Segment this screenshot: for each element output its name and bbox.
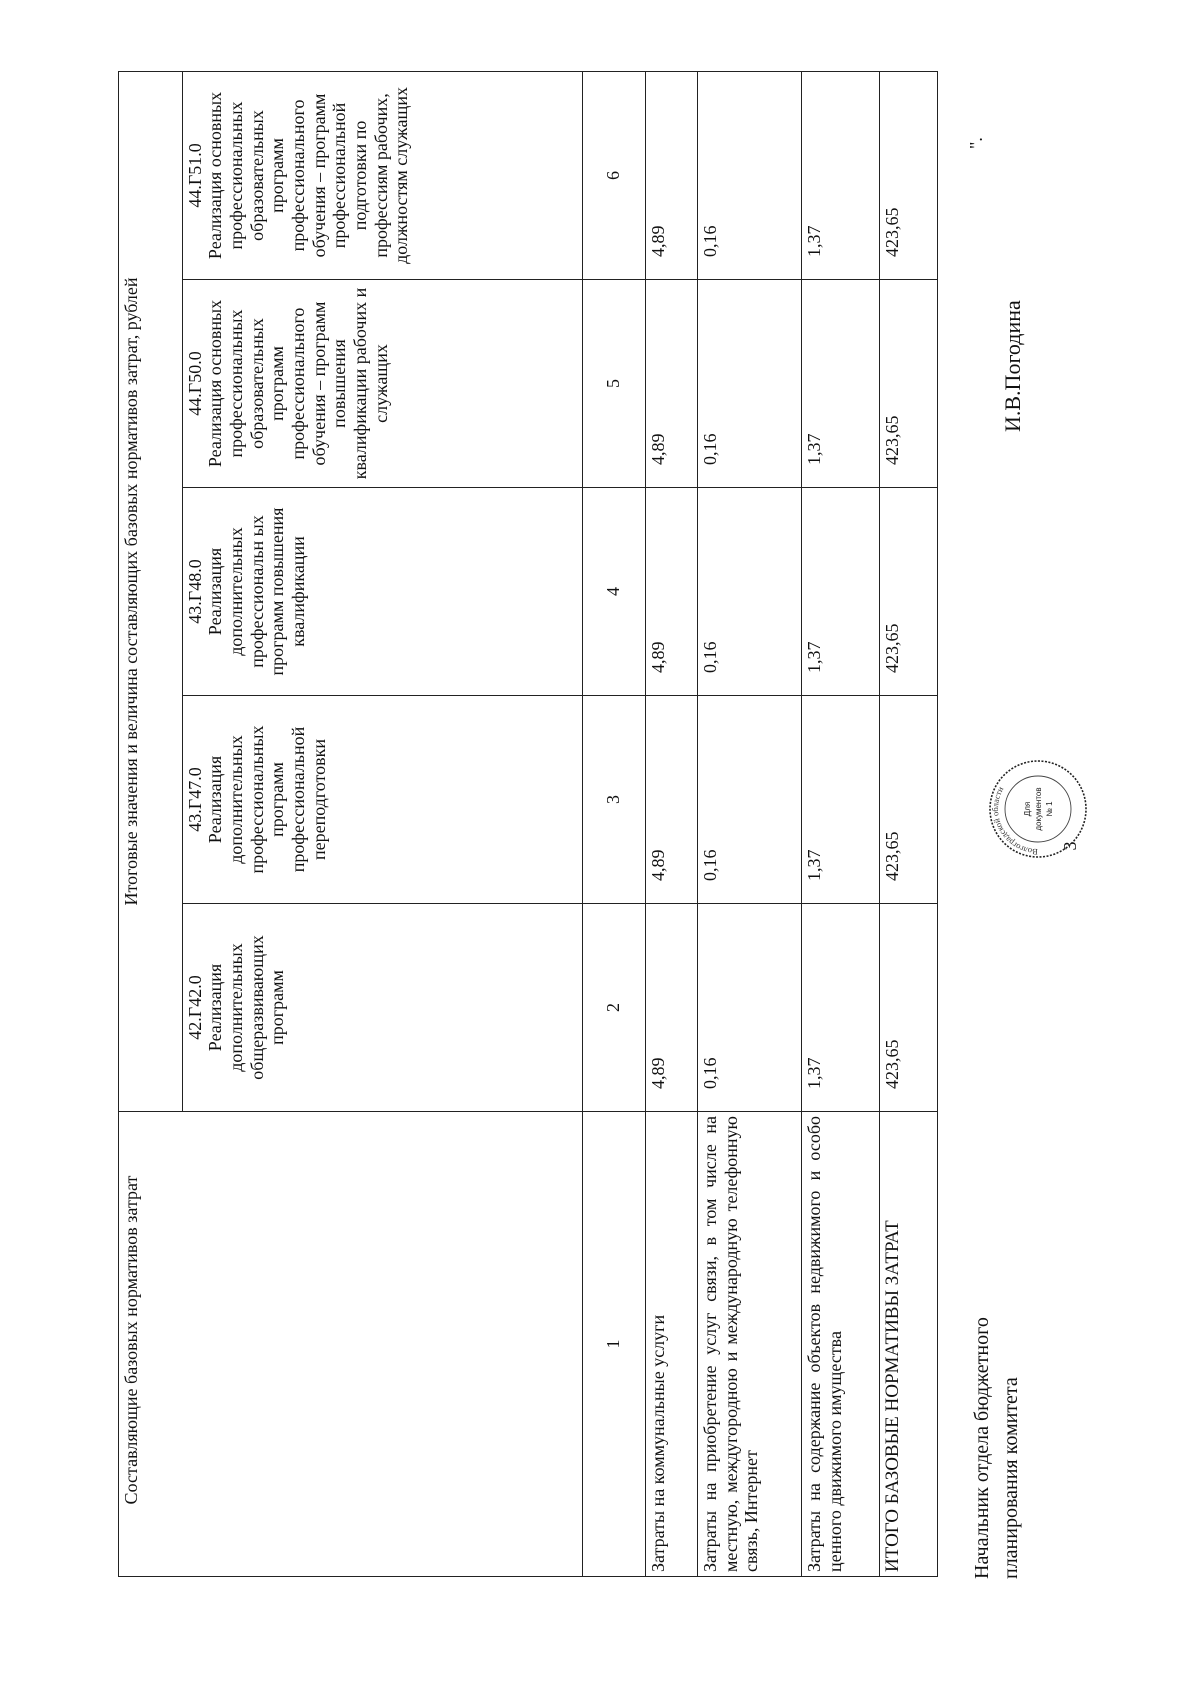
cell-value: 423,65 (880, 488, 938, 696)
table-row (646, 71, 698, 1576)
column-number: 3 (582, 696, 646, 904)
cell-value: 4,89 (646, 280, 698, 488)
cell-value: 423,65 (880, 71, 938, 279)
seal-outer-text: Волгоградской области (989, 784, 1039, 858)
header-values-group: Итоговые значения и величина составляющих базовых нормативов затрат, рублей (119, 71, 183, 1111)
row-label: Затраты на коммунальные услуги (646, 1112, 698, 1577)
official-seal (988, 759, 1088, 859)
cell-value: 423,65 (880, 280, 938, 488)
table-row (698, 71, 802, 1576)
table-row (802, 71, 880, 1576)
cell-value: 0,16 (698, 71, 802, 279)
page-number: 3 (1060, 841, 1080, 851)
signature-title-line: Начальник отдела бюджетного (971, 1317, 993, 1579)
column-header-4 (182, 280, 582, 488)
column-title: Реализация основных профессиональных образовательных программ профессионального обучения – программ повышения квалификации рабочих и служащих (205, 287, 391, 480)
column-code: 43.Г48.0 (184, 559, 205, 624)
cell-value: 1,37 (802, 696, 880, 904)
row-label: Затраты на содержание объектов недвижимого и особо ценного движимого имущества (802, 1112, 880, 1577)
column-header-5 (182, 71, 582, 279)
cell-value: 4,89 (646, 696, 698, 904)
closing-quote-mark: ". (966, 137, 986, 149)
column-header-3 (182, 488, 582, 696)
cost-norms-table (118, 71, 938, 1577)
column-header-1 (182, 904, 582, 1112)
column-code: 44.Г51.0 (184, 143, 205, 208)
table-row-total (880, 71, 938, 1576)
row-label: Затраты на приобретение услуг связи, в том числе на местную, междугородною и международную телефонную связь, Интернет (698, 1112, 802, 1577)
header-components: Составляющие базовых нормативов затрат (119, 1112, 583, 1577)
seal-graphic (988, 759, 1088, 859)
column-title: Реализация дополнительных общеразвивающих программ (205, 935, 288, 1080)
column-number: 1 (582, 1112, 646, 1577)
column-code: 42.Г42.0 (184, 975, 205, 1040)
column-code: 44.Г50.0 (184, 351, 205, 416)
numbering-row (582, 71, 646, 1576)
column-title: Реализация основных профессиональных образовательных программ профессионального обучения – программ профессиональной подготовки по профессиям рабочих, должностям служащих (205, 87, 412, 264)
column-title: Реализация дополнительных профессиональных программ профессиональной переподготовки (205, 725, 329, 874)
cell-value: 0,16 (698, 696, 802, 904)
cell-value: 423,65 (880, 696, 938, 904)
signature-title-line: планирования комитета (1000, 1377, 1022, 1579)
column-code: 43.Г47.0 (184, 767, 205, 832)
row-label: ИТОГО БАЗОВЫЕ НОРМАТИВЫ ЗАТРАТ (880, 1112, 938, 1577)
cell-value: 0,16 (698, 488, 802, 696)
cell-value: 0,16 (698, 904, 802, 1112)
cell-value: 4,89 (646, 904, 698, 1112)
cell-value: 4,89 (646, 71, 698, 279)
column-number: 5 (582, 280, 646, 488)
column-number: 2 (582, 904, 646, 1112)
seal-center-line: документов (1034, 787, 1043, 831)
cell-value: 1,37 (802, 280, 880, 488)
column-header-2 (182, 696, 582, 904)
signature-name: И.В.Погодина (1000, 300, 1025, 432)
cell-value: 0,16 (698, 280, 802, 488)
column-number: 4 (582, 488, 646, 696)
cell-value: 1,37 (802, 904, 880, 1112)
column-number: 6 (582, 71, 646, 279)
signature-position (968, 1317, 1026, 1579)
cell-value: 4,89 (646, 488, 698, 696)
cell-value: 1,37 (802, 71, 880, 279)
seal-center-line: Для (1023, 801, 1032, 817)
column-title: Реализация дополнительных профессиональн ых программ повышения квалификации (205, 507, 308, 676)
seal-center-line: № 1 (1045, 801, 1054, 817)
cell-value: 423,65 (880, 904, 938, 1112)
cell-value: 1,37 (802, 488, 880, 696)
table-header-row (119, 71, 183, 1576)
